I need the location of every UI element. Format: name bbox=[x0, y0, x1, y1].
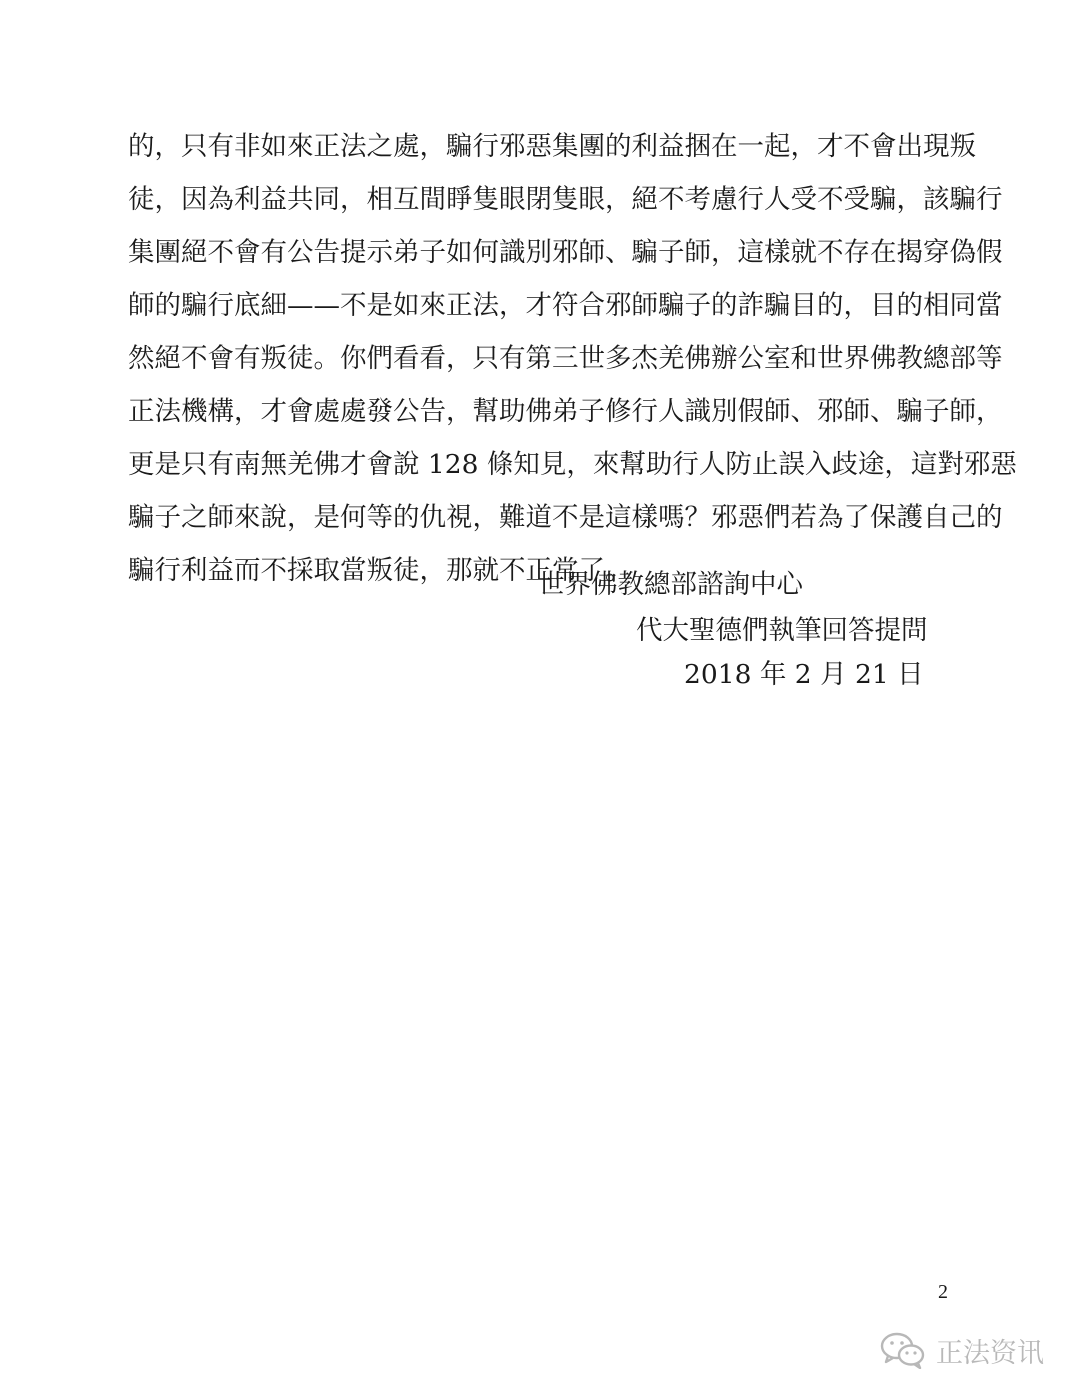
page-number: 2 bbox=[938, 1281, 948, 1303]
signature-date: 2018 年 2 月 21 日 bbox=[684, 659, 924, 690]
paragraph-line: 正法機構，才會處處發公告，幫助佛弟子修行人識別假師、邪師、騙子師， bbox=[128, 396, 1003, 427]
paragraph-line: 然絕不會有叛徒。你們看看，只有第三世多杰羌佛辦公室和世界佛教總部等 bbox=[128, 343, 1003, 374]
paragraph-line: 師的騙行底細——不是如來正法，才符合邪師騙子的詐騙目的，目的相同當 bbox=[128, 290, 1003, 321]
paragraph-line: 騙行利益而不採取當叛徒，那就不正常了。 bbox=[128, 555, 632, 586]
watermark bbox=[880, 1326, 1044, 1374]
watermark-text: 正法资讯 bbox=[936, 1337, 1044, 1369]
paragraph-line: 徒，因為利益共同，相互間睜隻眼閉隻眼，絕不考慮行人受不受騙，該騙行 bbox=[128, 184, 1003, 215]
paragraph-line: 的，只有非如來正法之處，騙行邪惡集團的利益捆在一起，才不會出現叛 bbox=[128, 131, 976, 162]
paragraph-line: 騙子之師來說，是何等的仇視，難道不是這樣嗎？邪惡們若為了保護自己的 bbox=[128, 502, 1003, 533]
body-paragraph bbox=[128, 120, 1017, 597]
paragraph-line: 更是只有南無羌佛才會說 128 條知見，來幫助行人防止誤入歧途，這對邪惡 bbox=[128, 449, 1017, 480]
signature-organization: 世界佛教總部諮詢中心 bbox=[538, 569, 803, 600]
paragraph-line: 集團絕不會有公告提示弟子如何識別邪師、騙子師，這樣就不存在揭穿偽假 bbox=[128, 237, 1003, 268]
wechat-icon bbox=[880, 1331, 926, 1369]
signature-author: 代大聖德們執筆回答提問 bbox=[636, 615, 928, 646]
